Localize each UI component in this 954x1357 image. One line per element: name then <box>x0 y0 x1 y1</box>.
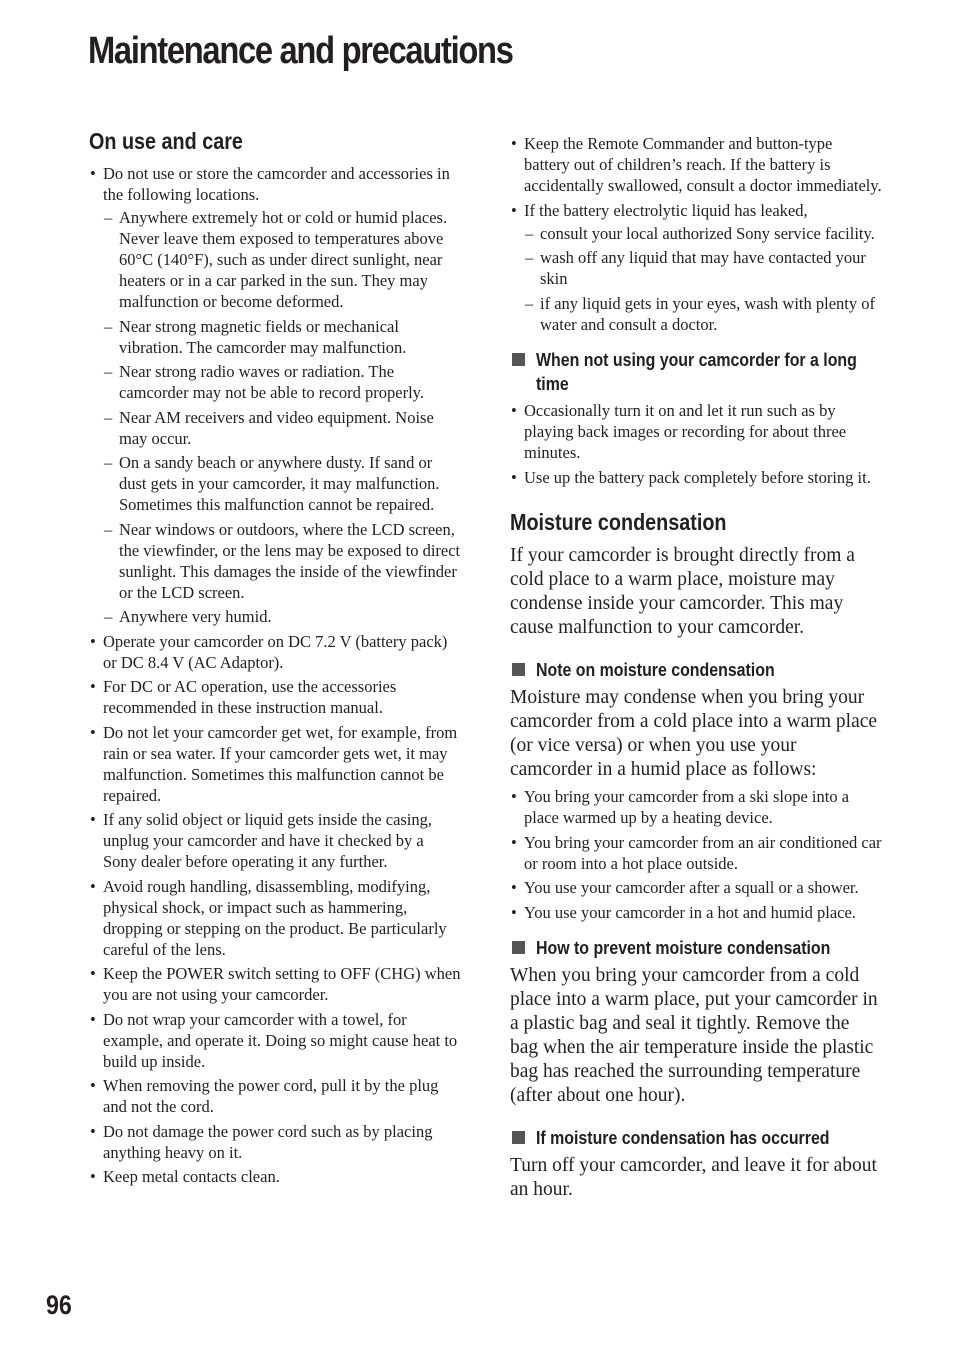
list-item: • You bring your camcorder from a ski slope into a place warmed up by a heating device. <box>510 786 882 828</box>
list-item: • You use your camcorder in a hot and humid place. <box>510 902 882 923</box>
list-item: • If any solid object or liquid gets inside the casing, unplug your camcorder and have it checked by a Sony dealer before operating it any further. <box>89 809 461 872</box>
sublist-item: – if any liquid gets in your eyes, wash with plenty of water and consult a doctor. <box>524 293 882 335</box>
subheading-prevent-moisture: How to prevent moisture condensation <box>510 936 882 960</box>
use-and-care-list <box>89 163 461 1187</box>
sublist-item: – Anywhere extremely hot or cold or humid places. Never leave them exposed to temperatures above 60°C (140°F), such as under direct sunlight, near heaters or in a car parked in the sun. They may malfunction or become deformed. <box>103 207 461 312</box>
leak-sublist <box>524 223 882 335</box>
list-item: • Do not wrap your camcorder with a towel, for example, and operate it. Doing so might cause heat to build up inside. <box>89 1009 461 1072</box>
sublist-item: – consult your local authorized Sony service facility. <box>524 223 882 244</box>
list-item <box>510 200 882 335</box>
subheading-note-moisture: Note on moisture condensation <box>510 658 882 682</box>
note-moisture-text: Moisture may condense when you bring your camcorder from a cold place into a warm place (or vice versa) or when you use your camcorder in a humid place as follows: <box>510 687 878 780</box>
section-heading-use-and-care: On use and care <box>89 128 243 154</box>
square-bullet-icon <box>512 941 525 954</box>
list-item: • Keep metal contacts clean. <box>89 1166 461 1187</box>
moisture-occurred-text: Turn off your camcorder, and leave it for about an hour. <box>510 1155 877 1200</box>
note-moisture-list <box>510 786 882 923</box>
sublist-item: – Near AM receivers and video equipment. Noise may occur. <box>103 407 461 449</box>
sublist-item: – Near strong radio waves or radiation. The camcorder may not be able to record properly. <box>103 361 461 403</box>
list-item-text: Do not use or store the camcorder and accessories in the following locations. <box>103 164 450 204</box>
sublist-item: – Near strong magnetic fields or mechanical vibration. The camcorder may malfunction. <box>103 316 461 358</box>
page-title: Maintenance and precautions <box>88 30 513 72</box>
location-sublist <box>103 207 461 627</box>
square-bullet-icon <box>512 1131 525 1144</box>
sublist-item: – wash off any liquid that may have contacted your skin <box>524 247 882 289</box>
list-item: • Occasionally turn it on and let it run such as by playing back images or recording for about three minutes. <box>510 400 882 463</box>
list-item: • Operate your camcorder on DC 7.2 V (battery pack) or DC 8.4 V (AC Adaptor). <box>89 631 461 673</box>
list-item: • Avoid rough handling, disassembling, modifying, physical shock, or impact such as hammering, dropping or stepping on the product. Be particularly careful of the lens. <box>89 876 461 960</box>
list-item: • Do not damage the power cord such as by placing anything heavy on it. <box>89 1121 461 1163</box>
list-item: • You bring your camcorder from an air conditioned car or room into a hot place outside. <box>510 832 882 874</box>
subheading-long-time: When not using your camcorder for a long time <box>510 348 882 396</box>
list-item: • When removing the power cord, pull it by the plug and not the cord. <box>89 1075 461 1117</box>
sublist-item: – Near windows or outdoors, where the LCD screen, the viewfinder, or the lens may be exposed to direct sunlight. This damages the inside of the viewfinder or the LCD screen. <box>103 519 461 603</box>
list-item: • Keep the POWER switch setting to OFF (CHG) when you are not using your camcorder. <box>89 963 461 1005</box>
list-item <box>89 163 461 627</box>
left-column <box>89 128 461 1191</box>
list-item: • Do not let your camcorder get wet, for example, from rain or sea water. If your camcorder gets wet, it may malfunction. Sometimes this malfunction cannot be repaired. <box>89 722 461 806</box>
list-item: • You use your camcorder after a squall or a shower. <box>510 877 882 898</box>
prevent-moisture-text: When you bring your camcorder from a cold place into a warm place, put your camcorder in a plastic bag and seal it tightly. Remove the bag when the air temperature inside the plastic bag has reached the surrounding temperature (after about one hour). <box>510 965 878 1106</box>
moisture-intro: If your camcorder is brought directly from a cold place to a warm place, moisture may condense inside your camcorder. This may cause malfunction to your camcorder. <box>510 545 855 638</box>
list-item: • For DC or AC operation, use the accessories recommended in these instruction manual. <box>89 676 461 718</box>
square-bullet-icon <box>512 353 525 366</box>
list-item: • Keep the Remote Commander and button-type battery out of children’s reach. If the battery is accidentally swallowed, consult a doctor immediately. <box>510 133 882 196</box>
sublist-item: – Anywhere very humid. <box>103 606 461 627</box>
right-column <box>510 133 882 1202</box>
sublist-item: – On a sandy beach or anywhere dusty. If sand or dust gets in your camcorder, it may malfunction. Sometimes this malfunction cannot be repaired. <box>103 452 461 515</box>
battery-list <box>510 133 882 335</box>
page-number: 96 <box>46 1290 72 1320</box>
long-time-list <box>510 400 882 488</box>
section-heading-moisture: Moisture condensation <box>510 509 727 535</box>
square-bullet-icon <box>512 663 525 676</box>
list-item: • Use up the battery pack completely before storing it. <box>510 467 882 488</box>
list-item-text: If the battery electrolytic liquid has leaked, <box>524 200 808 220</box>
subheading-moisture-occurred: If moisture condensation has occurred <box>510 1126 882 1150</box>
